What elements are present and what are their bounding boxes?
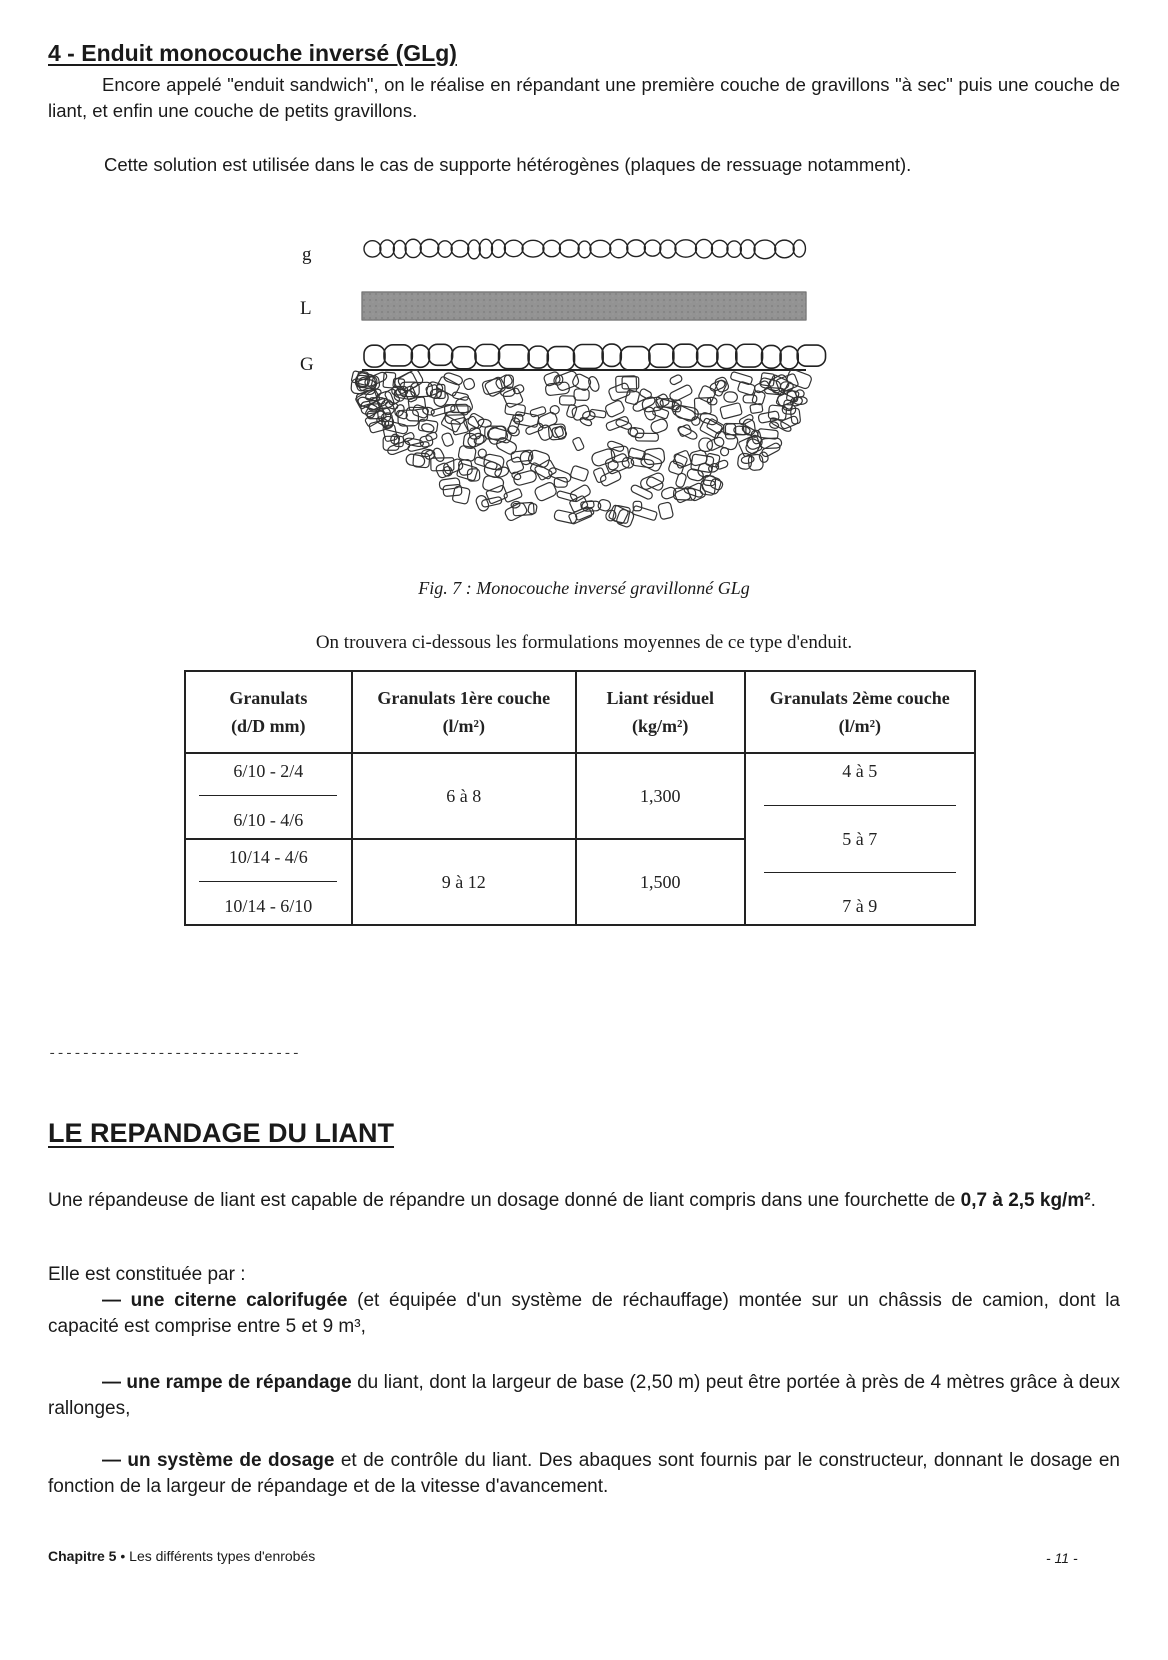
header-liant: Liant résiduel (kg/m²) [576,671,745,753]
layer-drawing [290,232,830,562]
section-paragraph-1: Encore appelé "enduit sandwich", on le réalise en répandant une première couche de gravillons "à sec" puis une couche de liant, et enfin une couche de petits gravillons. [48,74,1120,121]
cell-couche1: 6 à 8 [352,753,576,839]
repandage-paragraph-2: Elle est constituée par : [48,1264,246,1285]
large-gravel-layer [364,344,826,370]
label-g: g [302,244,312,265]
substrate-layer [351,368,813,528]
list-item: — une rampe de répandage du liant, dont la largeur de base (2,50 m) peut être portée à près de 4 mètres grâce à deux rallonges, [48,1372,1121,1419]
main-heading: LE REPANDAGE DU LIANT [48,1118,395,1148]
list-item: — un système de dosage et de contrôle du liant. Des abaques sont fournis par le constructeur, donnant le dosage en fonction de la largeur de répandage et de la vitesse d'avancement. [48,1450,1120,1497]
cell-liant: 1,300 [576,753,745,839]
figure-caption: Fig. 7 : Monocouche inversé gravillonné GLg [418,578,750,598]
formulation-table [184,670,976,926]
separator-line: ------------------------------ [48,1046,301,1062]
list-item: — une citerne calorifugée (et équipée d'un système de réchauffage) montée sur un châssis de camion, dont la capacité est comprise entre 5 et 9 m³, [48,1290,1120,1337]
footer-chapter: Chapitre 5 • Les différents types d'enrobés [48,1548,316,1564]
table-intro: On trouvera ci-dessous les formulations moyennes de ce type d'enduit. [315,632,853,653]
cell-granulats: 10/14 - 4/6 10/14 - 6/10 [185,839,352,925]
header-granulats: Granulats (d/D mm) [185,671,352,753]
label-L: L [300,298,312,319]
header-couche2: Granulats 2ème couche (l/m²) [745,671,975,753]
small-gravel-layer [364,239,805,259]
layer-diagram [290,232,830,562]
header-couche1: Granulats 1ère couche (l/m²) [352,671,576,753]
section-title: 4 - Enduit monocouche inversé (GLg) [48,40,457,66]
table-row [185,753,975,839]
cell-liant: 1,500 [576,839,745,925]
repandage-paragraph-1: Une répandeuse de liant est capable de répandre un dosage donné de liant compris dans une fourchette de 0,7 à 2,5 kg/m². [48,1190,1096,1211]
label-G: G [300,354,314,375]
cell-couche1: 9 à 12 [352,839,576,925]
section-paragraph-2: Cette solution est utilisée dans le cas de supporte hétérogènes (plaques de ressuage notamment). [104,154,912,175]
cell-granulats: 6/10 - 2/4 6/10 - 4/6 [185,753,352,839]
page-number: - 11 - [1046,1550,1078,1566]
cell-couche2: 4 à 5 5 à 7 7 à 9 [745,753,975,925]
